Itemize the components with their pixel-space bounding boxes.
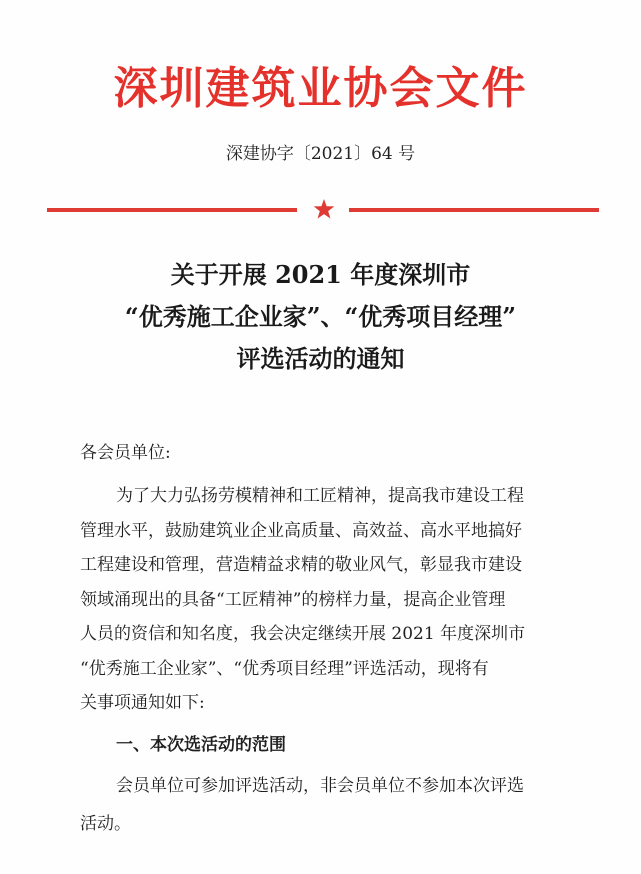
paragraph-line: 工程建设和管理，营造精益求精的敬业风气，彰显我市建设 [80,555,522,575]
section-heading-scope: 一、本次选活动的范围 [116,735,286,755]
paragraph-line: 会员单位可参加评选活动，非会员单位不参加本次评选 [116,776,524,796]
paragraph-line: 管理水平，鼓励建筑业企业高质量、高效益、高水平地搞好 [80,520,522,541]
paragraph-line: 领域涌现出的具备“工匠精神”的榜样力量，提高企业管理 [80,589,506,610]
title-line-2: “优秀施工企业家”、“优秀项目经理” [124,302,517,331]
star-icon [313,198,335,220]
title-line-1: 关于开展 2021 年度深圳市 [170,260,471,289]
document-number: 深建协字〔2021〕64 号 [225,144,416,164]
star-shape [314,199,335,219]
divider-line-right [349,208,599,212]
paragraph-line: 为了大力弘扬劳模精神和工匠精神，提高我市建设工程 [116,486,524,506]
paragraph-line: “优秀施工企业家”、“优秀项目经理”评选活动，现将有 [80,658,489,679]
paragraph-line: 活动。 [80,814,131,834]
divider-line-left [47,208,297,212]
paragraph-line: 关事项通知如下: [80,693,205,713]
notice-title [0,254,641,380]
title-line-3: 评选活动的通知 [236,344,405,373]
paragraph-line: 人员的资信和知名度，我会决定继续开展 2021 年度深圳市 [80,624,526,644]
salutation: 各会员单位: [80,443,171,463]
red-divider [47,198,599,222]
paragraph-introduction [80,484,580,726]
masthead-title: 深圳建筑业协会文件 [113,63,528,114]
paragraph-scope [80,774,580,850]
